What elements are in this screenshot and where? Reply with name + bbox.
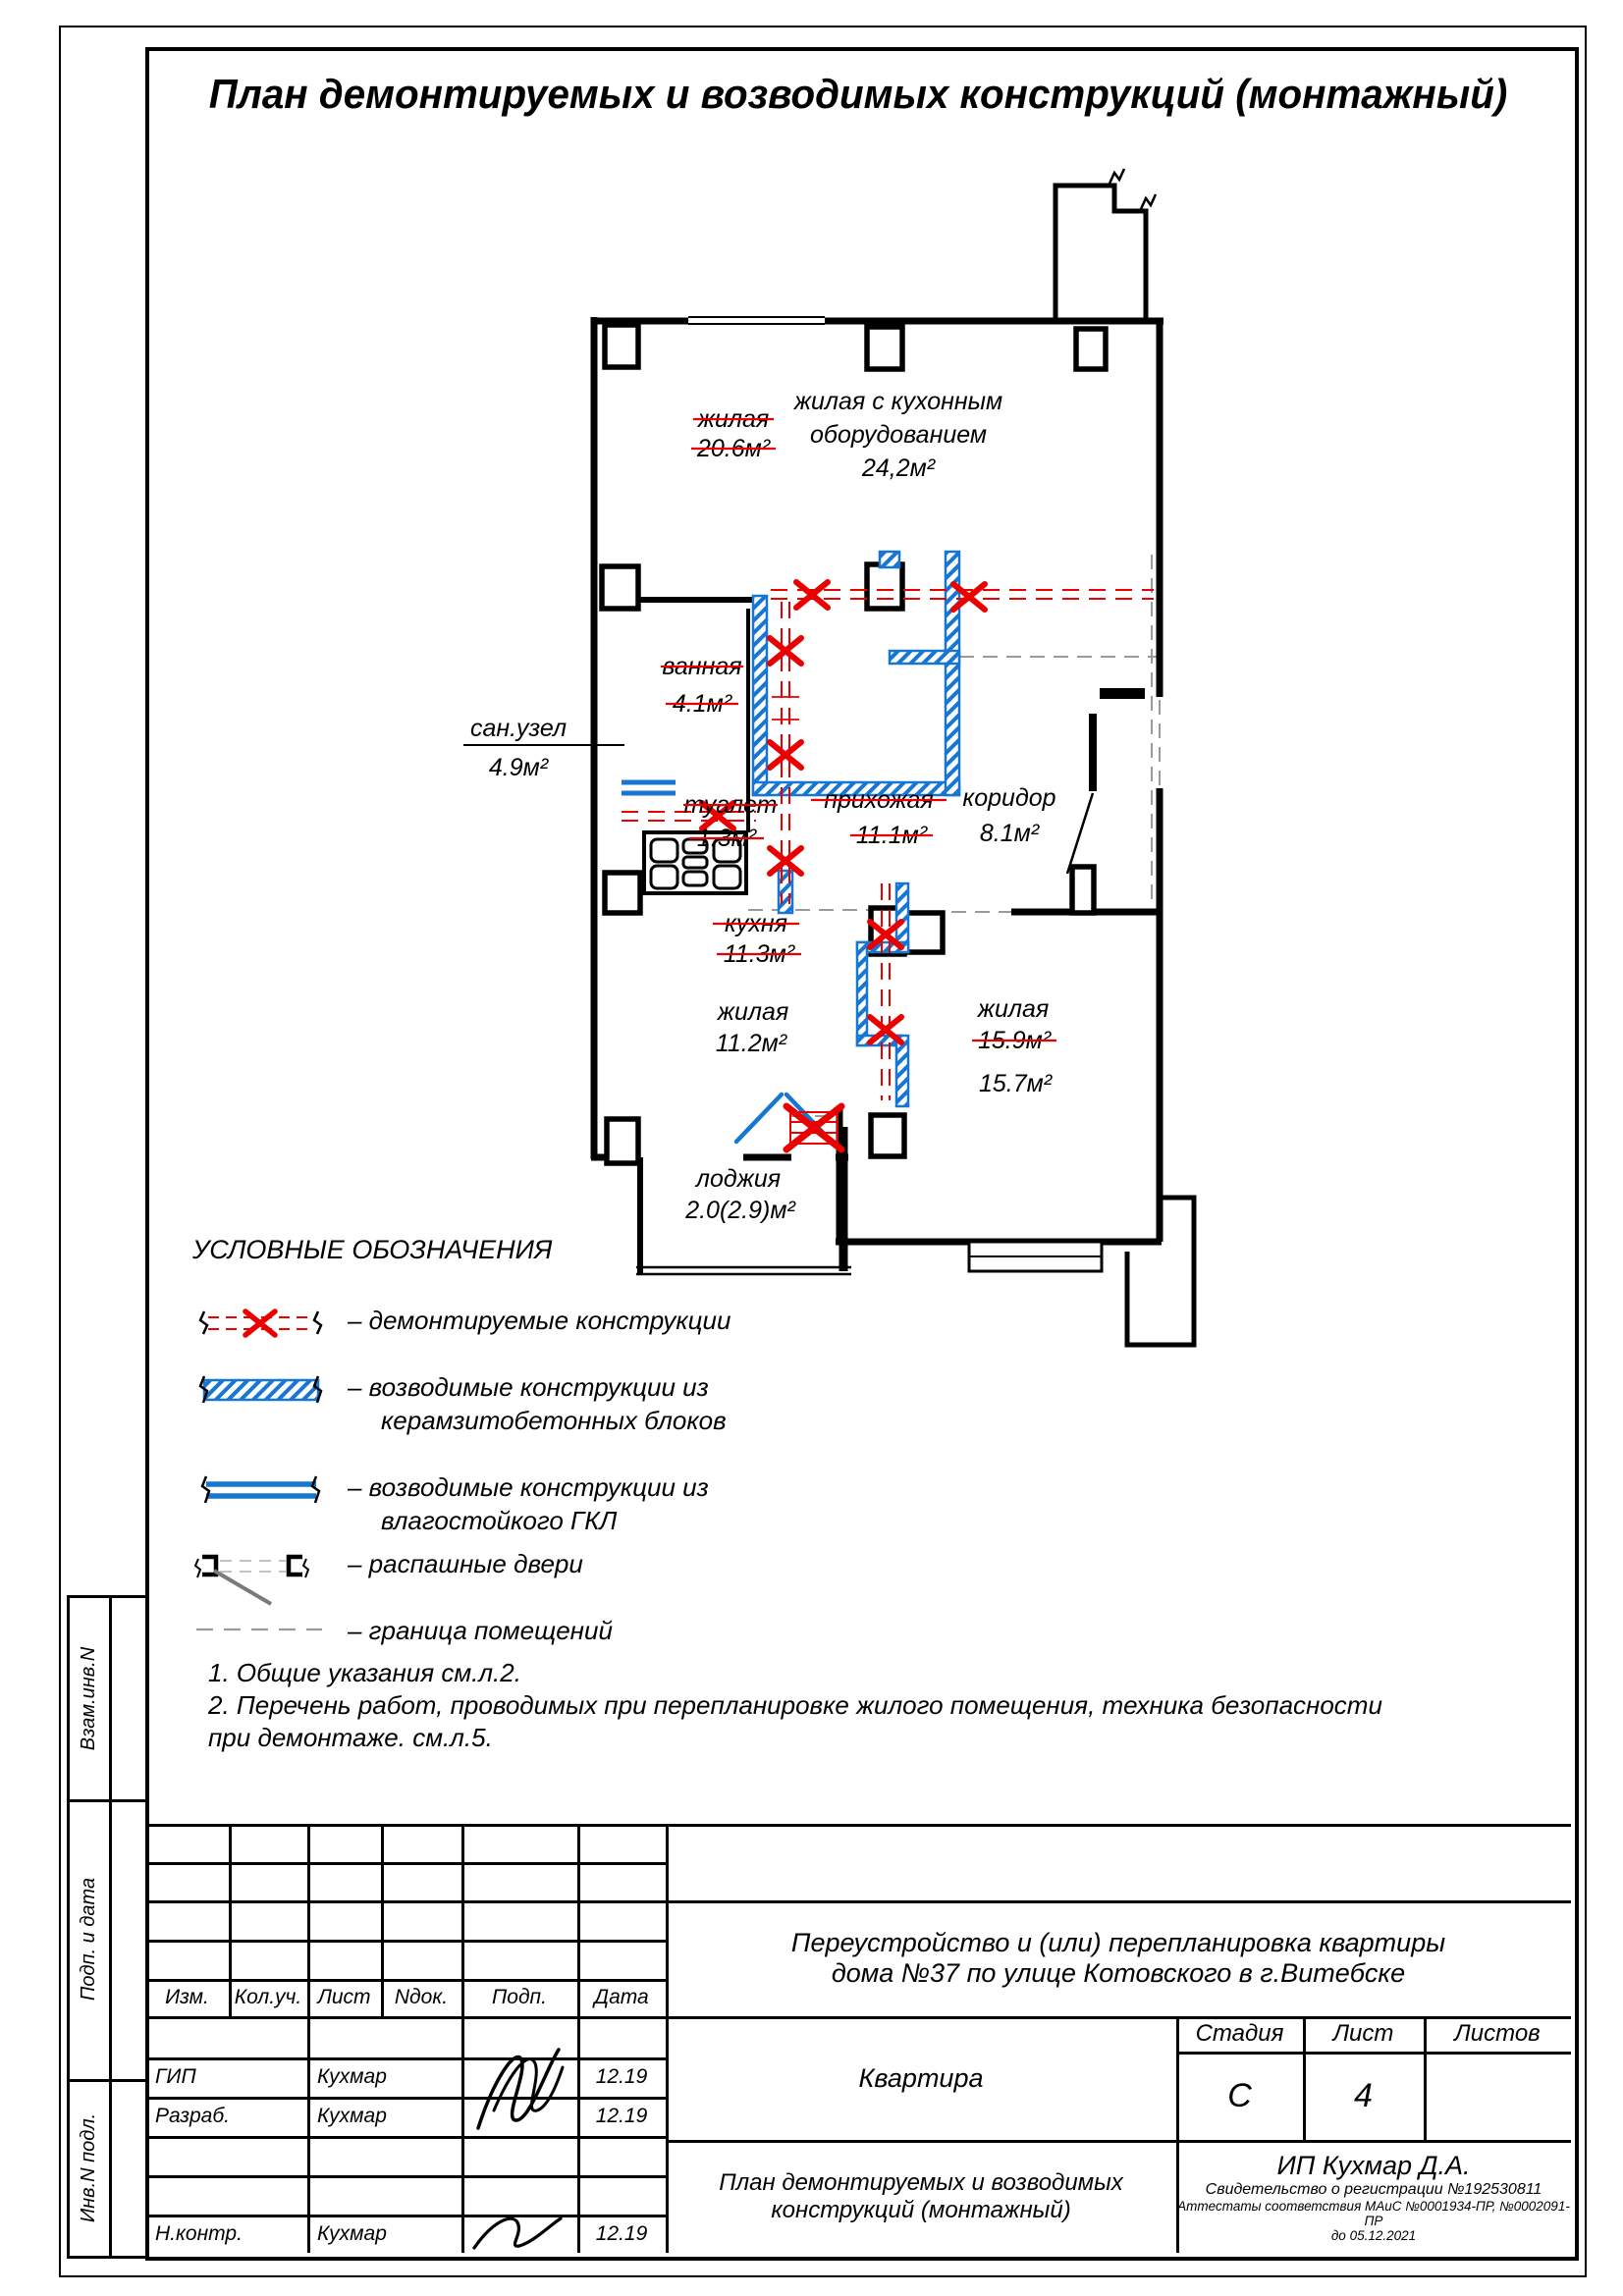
new-block-wall-symbol (192, 1370, 330, 1414)
signature-nkontr (464, 2209, 574, 2252)
legend-label-line1: – возводимые конструкции из (348, 1372, 709, 1402)
col-ndok: Nдок. (394, 1986, 449, 2008)
company-cert1: Свидетельство о регистрации №192530811 (1205, 2180, 1542, 2198)
room-area: 15.7м² (978, 1070, 1053, 1097)
col-list: Лист (317, 1986, 371, 2008)
swing-doors-symbol (192, 1547, 330, 1608)
note-line: 1. Общие указания см.л.2. (208, 1658, 521, 1687)
legend-label: – распашные двери (348, 1549, 583, 1578)
general-notes (208, 1657, 1485, 1754)
legend-label-line2: керамзитобетонных блоков (381, 1406, 727, 1435)
note-line: 2. Перечень работ, проводимых при перепланировке жилого помещения, техника безопасности (208, 1690, 1382, 1720)
legend-label (348, 1470, 709, 1537)
vent-duct (1055, 169, 1156, 319)
legend-label-line1: – возводимые конструкции из (348, 1472, 709, 1502)
row-gip-role: ГИП (155, 2065, 196, 2088)
sheets-value (1424, 2052, 1571, 2140)
col-koluch: Кол.уч. (234, 1986, 302, 2008)
sheet-value: 4 (1354, 2076, 1373, 2114)
room-label: сан.узел (469, 715, 568, 742)
doc-title-line1: План демонтируемых и возводимых (719, 2168, 1123, 2196)
room-label: лоджия (695, 1165, 782, 1193)
row-nkontr-date: 12.19 (595, 2221, 648, 2245)
project-line1: Переустройство и (или) перепланировка квартиры (790, 1928, 1446, 1957)
room-label: жилая с кухонным (793, 388, 1003, 415)
signature-gip-razrab (464, 2020, 574, 2136)
room-label: коридор (962, 784, 1056, 812)
company-name: ИП Кухмар Д.А. (1276, 2150, 1471, 2180)
room-area: 2.0(2.9)м² (685, 1197, 795, 1224)
room-area: 24,2м² (861, 454, 936, 482)
side-strip (67, 1595, 148, 2259)
room-area: 4.1м² (672, 690, 732, 718)
sheet-label: Лист (1332, 2020, 1394, 2047)
page-title: План демонтируемых и возводимых конструкций (монтажный) (208, 71, 1508, 117)
room-label: кухня (725, 910, 787, 937)
demolished-loggia-door (786, 1106, 841, 1149)
col-podp: Подп. (492, 1986, 547, 2008)
row-nkontr-role: Н.контр. (155, 2221, 243, 2245)
title-block (145, 1824, 1571, 2253)
row-razrab-date: 12.19 (595, 2105, 648, 2127)
floor-plan (422, 162, 1237, 1369)
room-area: 11.2м² (715, 1030, 787, 1057)
document-title (666, 2140, 1176, 2253)
legend-label (348, 1370, 727, 1437)
legend-item-swing-doors (192, 1547, 583, 1608)
legend-item-gkl-wall (192, 1470, 709, 1537)
col-izm: Изм. (165, 1986, 209, 2008)
room-area: 11.3м² (723, 940, 795, 968)
room-area: 1.3м² (696, 825, 757, 852)
project-line2: дома №37 по улице Котовского в г.Витебске (831, 1958, 1406, 1988)
col-data: Дата (594, 1986, 649, 2008)
company-cert3: до 05.12.2021 (1330, 2227, 1417, 2243)
legend-heading: УСЛОВНЫЕ ОБОЗНАЧЕНИЯ (192, 1235, 553, 1264)
side-label-inv: Инв.N подл. (78, 2112, 100, 2222)
new-gkl-wall (622, 782, 676, 793)
row-gip-name: Кухмар (317, 2065, 387, 2088)
legend-label: – граница помещений (348, 1616, 613, 1645)
row-razrab-role: Разраб. (155, 2105, 230, 2127)
room-label: жилая (697, 405, 770, 433)
row-razrab-name: Кухмар (317, 2105, 387, 2127)
side-label-podp-data: Подп. и дата (78, 1877, 100, 2002)
company-info (1176, 2140, 1571, 2253)
row-gip-date: 12.19 (595, 2065, 648, 2088)
room-label: оборудованием (810, 421, 987, 449)
legend-label: – демонтируемые конструкции (348, 1306, 731, 1335)
object-name: Квартира (858, 2062, 984, 2093)
side-label-vzam: Взам.инв.N (78, 1646, 100, 1751)
legend-label-line2: влагостойкого ГКЛ (381, 1506, 618, 1535)
legend-item-block-wall (192, 1370, 727, 1437)
room-boundary-symbol (192, 1614, 330, 1647)
stage-label: Стадия (1195, 2020, 1284, 2047)
doc-title-line2: конструкций (монтажный) (771, 2196, 1071, 2223)
note-line: при демонтаже. см.л.5. (208, 1723, 493, 1752)
sheets-label: Листов (1454, 2020, 1541, 2047)
project-name (666, 1900, 1571, 2016)
bay-window (969, 1242, 1102, 1271)
top-window (688, 313, 825, 328)
room-label: жилая (977, 995, 1050, 1023)
room-label: жилая (717, 998, 789, 1026)
room-area: 20.6м² (696, 435, 771, 462)
demolition-symbol (192, 1304, 330, 1347)
room-area: 15.9м² (977, 1027, 1052, 1054)
row-nkontr-name: Кухмар (317, 2221, 387, 2245)
room-label: туалет (683, 791, 778, 819)
room-area: 4.9м² (488, 754, 549, 781)
entry-area (1067, 688, 1145, 874)
stage-value: С (1227, 2076, 1252, 2114)
legend-item-room-boundary (192, 1614, 613, 1647)
new-gkl-wall-symbol (192, 1470, 330, 1514)
loggia-window (636, 1267, 851, 1274)
demolition-ticks (772, 697, 799, 720)
room-area: 11.1м² (855, 822, 928, 849)
room-label: ванная (662, 653, 742, 680)
legend-item-demolition (192, 1304, 730, 1347)
room-label: прихожая (824, 786, 934, 814)
company-cert2: Аттестаты соответствия МАиС №0001934-ПР, №0002091-ПР (1177, 2198, 1570, 2228)
room-area: 8.1м² (979, 820, 1040, 847)
